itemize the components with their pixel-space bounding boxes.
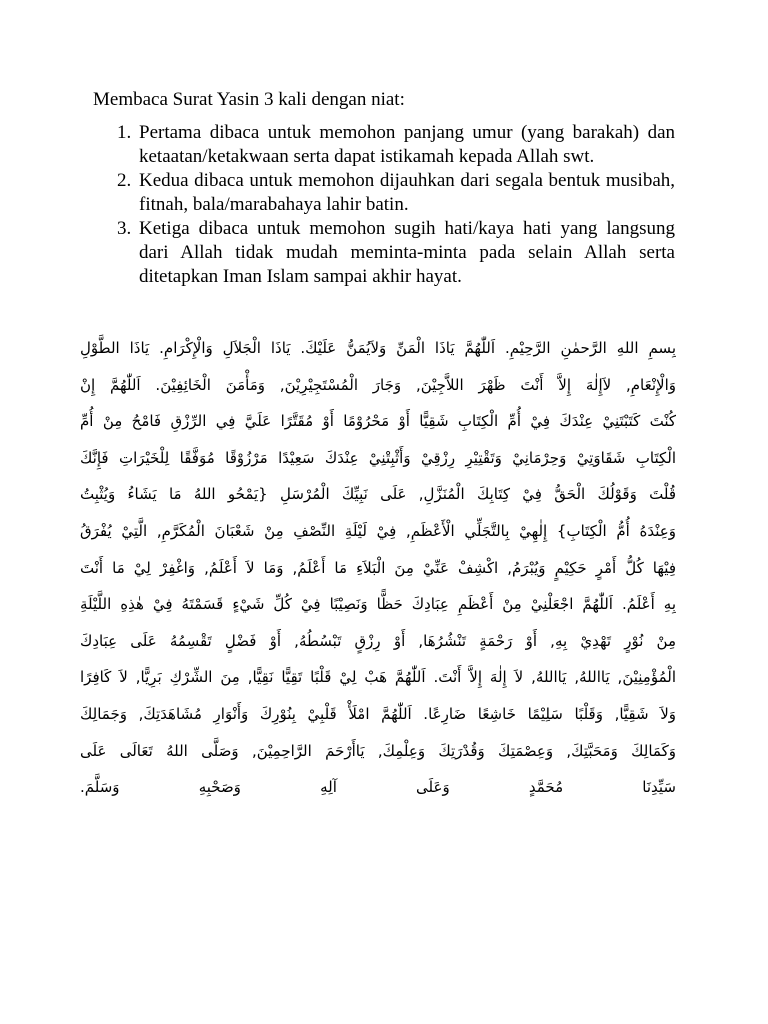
list-item-number: 1.: [117, 122, 132, 143]
arabic-doa-text: [80, 330, 676, 806]
list-item: [93, 169, 675, 217]
doa-line: بِسمِ اللهِ الرَّحمٰنِ الرَّحِيْمِ. اَللّٰهُمَّ يَاذَا الْمَنِّ وَلاَيُمَنُّ عَلَيْكَ. يَاذَا الْجَلاَلِ وَالْإِكْرَامِ. يَاذَا الطَّوْلِ: [80, 339, 676, 357]
doa-line: الْكِتَابِ شَقَاوَتِيْ وَحِرْمَانِيْ وَتَقْتِيْرِ رِزْقِيْ وَأَثْبِتْنِيْ عِنْدَكَ سَعِيْدًا مَرْزُوْقًا مُوَفَّقًا لِلْخَيْرَاتِ فَإِنَّكَ: [80, 448, 676, 467]
doa-line: فِيْهَا كُلُّ أَمْرٍ حَكِيْمٍ وَيُبْرَمُ, اكْشِفْ عَنِّيْ مِنَ الْبَلاَءِ مَا أَعْلَمُ, وَمَا لاَ أَعْلَمُ, وَاغْفِرْ لِيْ مَا أَنْتَ: [80, 558, 676, 577]
doa-line: الْمُؤْمِنِيْنَ, يَااللهُ, يَااللهُ, لاَ إِلٰهَ إِلاَّ أَنْتَ. اَللّٰهُمَّ هَبْ لِيْ قَلْبًا تَقِيًّا نَقِيًّا, مِنَ الشِّرْكِ بَرِيًّا, لاَ كَافِرًا: [80, 668, 676, 687]
doa-line: بِهِ أَعْلَمُ. اَللّٰهُمَّ اجْعَلْنِيْ مِنْ أَعْظَمِ عِبَادِكَ حَظًّا وَنَصِيْبًا فِيْ كُلِّ شَيْءٍ قَسَمْتَهُ فِيْ هٰذِهِ اللَّيْلَةِ: [80, 595, 676, 614]
list-item: [93, 121, 675, 169]
doa-line: كُنْتَ كَتَبْتَنِيْ عِنْدَكَ فِيْ أُمِّ الْكِتَابِ شَقِيًّا أَوْ مَحْرُوْمًا أَوْ مُقَتَّرًا عَلَيَّ فِي الرِّزْقِ فَامْحُ مِنْ أُمِّ: [80, 412, 676, 431]
doa-line: وَالْإِنْعَامِ, لاَإِلٰهَ إِلاَّ أَنْتَ ظَهْرَ اللاَّجِيْنَ, وَجَارَ الْمُسْتَجِيْرِيْنَ, وَمَأْمَنَ الْخَائِفِيْنَ. اَللّٰهُمَّ إِنْ: [80, 375, 676, 394]
doa-line: قُلْتَ وَقَوْلُكَ الْحَقُّ فِيْ كِتَابِكَ الْمُنَزَّلِ, عَلَى نَبِيِّكَ الْمُرْسَلِ {يَمْحُو اللهُ مَا يَشَاءُ وَيُثْبِتُ: [80, 485, 676, 504]
list-item-number: 2.: [117, 170, 132, 191]
doa-line: سَيِّدِنَا مُحَمَّدٍ وَعَلَى آلِهِ وَصَحْبِهِ وَسَلَّمَ.: [80, 778, 676, 797]
document-heading: Membaca Surat Yasin 3 kali dengan niat:: [93, 89, 405, 110]
list-item-text: Kedua dibaca untuk memohon dijauhkan dari segala bentuk musibah, fitnah, bala/marabahaya lahir batin.: [139, 170, 675, 215]
list-item-text: Pertama dibaca untuk memohon panjang umur (yang barakah) dan ketaatan/ketakwaan serta dapat istikamah kepada Allah swt.: [139, 122, 675, 167]
doa-line: وَعِنْدَهُ أُمُّ الْكِتَابِ} إِلٰهِيْ بِالتَّجَلِّي الْأَعْظَمِ, فِيْ لَيْلَةِ النِّصْفِ مِنْ شَعْبَانَ الْمُكَرَّمِ, الَّتِيْ يُفْرَقُ: [80, 521, 676, 540]
list-item-number: 3.: [117, 218, 132, 239]
list-item-text: Ketiga dibaca untuk memohon sugih hati/kaya hati yang langsung dari Allah tidak mudah meminta-minta pada selain Allah serta ditetapkan Iman Islam sampai akhir hayat.: [139, 218, 675, 287]
intent-list: [93, 121, 675, 289]
doa-line: وَكَمَالِكَ وَمَحَبَّتِكَ, وَعِصْمَتِكَ وَقُدْرَتِكَ وَعِلْمِكَ, يَاأَرْحَمَ الرَّاحِمِيْنَ, وَصَلَّى اللهُ تَعَالَى عَلَى: [80, 741, 676, 760]
list-item: [93, 217, 675, 289]
doa-line: وَلاَ شَقِيًّا, وَقَلْبًا سَلِيْمًا خَاشِعًا ضَارِعًا. اَللّٰهُمَّ امْلَأْ قَلْبِيْ بِنُوْرِكَ وَأَنْوَارِ مُشَاهَدَتِكَ, وَجَمَالِكَ: [80, 704, 676, 723]
doa-line: مِنْ نُوْرٍ تَهْدِيْ بِهِ, أَوْ رَحْمَةٍ تَنْشُرُهَا, أَوْ رِزْقٍ تَبْسُطُهُ, أَوْ فَضْلٍ تَقْسِمُهُ عَلَى عِبَادِكَ: [80, 631, 676, 650]
